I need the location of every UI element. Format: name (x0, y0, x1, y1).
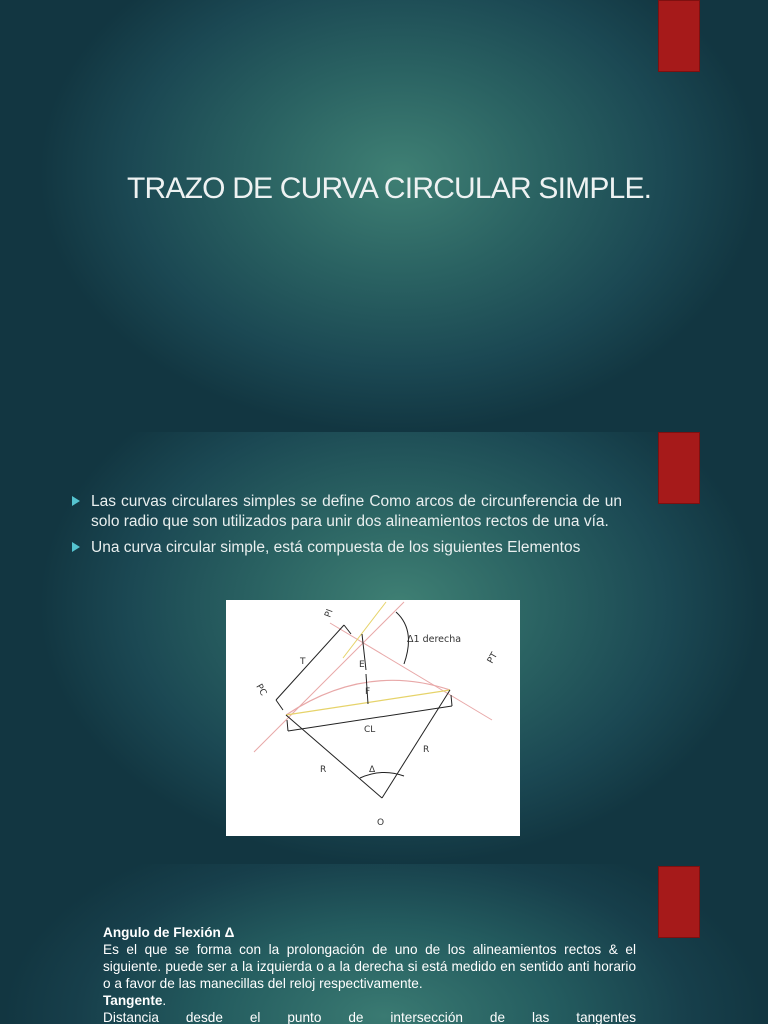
bullet-triangle-icon (72, 542, 80, 552)
tangent-extension-line (343, 602, 386, 658)
heading-angulo-flexion: Angulo de Flexión Δ (103, 925, 235, 940)
label-pi: PI (323, 608, 336, 620)
label-r-left: R (320, 765, 327, 775)
bullet-text: Las curvas circulares simples se define Como arcos de circunferencia de un solo radio que son utilizados para unir dos alineamientos rectos de una vía. (91, 493, 622, 530)
label-e: E (359, 660, 365, 670)
back-tangent-line (254, 602, 404, 752)
radius-right-line (382, 690, 450, 798)
slide-elements (0, 432, 768, 864)
label-pc: PC (253, 682, 268, 698)
red-accent-bar (658, 866, 700, 938)
label-f: F (365, 687, 371, 697)
red-accent-bar (658, 432, 700, 504)
curve-diagram (226, 600, 520, 836)
paragraph-tangente: Distancia desde el punto de intersección de las tangentes (103, 1010, 636, 1024)
label-delta-derecha: Δ1 derecha (407, 634, 462, 645)
heading-tangente-suffix: . (162, 993, 167, 1008)
dimension-tick (344, 625, 351, 634)
bullet-item (72, 538, 622, 558)
bullet-triangle-icon (72, 496, 80, 506)
dimension-tick (287, 720, 288, 731)
label-pt: PT (485, 651, 501, 666)
label-o: O (377, 818, 385, 828)
heading-tangente: Tangente (103, 993, 163, 1008)
bullet-text: Una curva circular simple, está compuesta de los siguientes Elementos (91, 539, 581, 556)
dimension-tick (451, 695, 452, 706)
red-accent-bar (658, 0, 700, 72)
bullet-list (72, 492, 622, 565)
label-cl: CL (364, 725, 376, 735)
slide-title (0, 0, 768, 432)
slide-definitions (0, 864, 768, 1024)
definitions-text (103, 924, 636, 1024)
bullet-item (72, 492, 622, 531)
heading-tangente-line (103, 992, 636, 1009)
tangent-dimension-line (276, 625, 344, 700)
dimension-tick (276, 700, 283, 710)
curve-diagram-svg (226, 600, 520, 836)
paragraph-angulo-flexion: Es el que se forma con la prolongación de uno de los alineamientos rectos & el siguiente. puede ser a la izquierda o a la derecha si está medido en sentido anti horario o a favor de las manecillas del reloj respectivamente. (103, 942, 636, 991)
label-r-right: R (423, 745, 430, 755)
label-t: T (300, 657, 306, 667)
slide-title-text: TRAZO DE CURVA CIRCULAR SIMPLE. (127, 172, 652, 205)
label-delta: Δ (369, 765, 376, 775)
